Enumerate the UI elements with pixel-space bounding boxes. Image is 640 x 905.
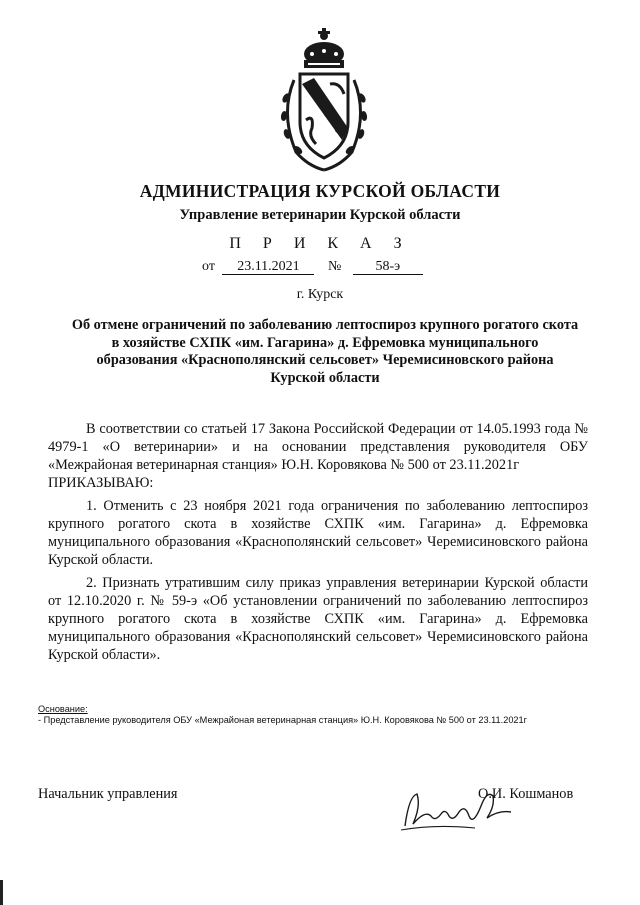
- signatory-position: Начальник управления: [38, 786, 178, 802]
- date-prefix: от: [202, 259, 215, 274]
- order-date: 23.11.2021: [222, 259, 314, 275]
- order-item-2: 2. Признать утратившим силу приказ управления ветеринарии Курской области от 12.10.2020 г. № 59-э «Об установлении ограничений по заболеванию лептоспироз крупного рогатого скота в хозяйстве СХПК «им. Гагарина» д. Ефремовка муниципального образования «Краснополянский сельсовет» Черемисиновского района Курской области».: [48, 575, 588, 663]
- number-label: №: [327, 259, 342, 274]
- order-date-number: [202, 259, 423, 275]
- order-item-1: 1. Отменить с 23 ноября 2021 года ограничения по заболеванию лептоспироз крупного рогатого скота в хозяйстве СХПК «им. Гагарина» д. Ефремовка муниципального образования «Краснополянский сельсовет» Черемисиновского района Курской области.: [48, 498, 588, 568]
- basis-text: - Представление руководителя ОБУ «Межрайоная ветеринарная станция» Ю.Н. Коровякова № 500 от 23.11.2021г: [38, 715, 528, 725]
- order-body: [48, 420, 588, 669]
- administration-title: АДМИНИСТРАЦИЯ КУРСКОЙ ОБЛАСТИ: [139, 181, 501, 201]
- city: г. Курск: [296, 287, 344, 302]
- coat-of-arms-icon: [272, 24, 376, 174]
- document-type: П Р И К А З: [229, 235, 411, 252]
- basis-block: [38, 704, 527, 726]
- scan-edge-mark: [0, 880, 3, 905]
- order-subject: Об отмене ограничений по заболеванию лептоспироз крупного рогатого скота в хозяйстве СХПК «им. Гагарина» д. Ефремовка муниципального образования «Краснополянский сельсовет» Черемисиновского района Курской области: [71, 317, 579, 386]
- order-number: 58-э: [353, 259, 423, 275]
- basis-label: Основание:: [38, 704, 88, 714]
- preamble-paragraph: В соответствии со статьей 17 Закона Российской Федерации от 14.05.1993 года № 4979-1 «О ветеринарии» и на основании представления руководителя ОБУ «Межрайоная ветеринарная станция» Ю.Н. Коровякова № 500 от 23.11.2021г: [48, 421, 588, 473]
- handwritten-signature: [395, 776, 515, 836]
- signatory-name: О.И. Кошманов: [478, 786, 574, 802]
- order-directive: ПРИКАЗЫВАЮ:: [48, 475, 154, 491]
- department-title: Управление ветеринарии Курской области: [179, 207, 461, 223]
